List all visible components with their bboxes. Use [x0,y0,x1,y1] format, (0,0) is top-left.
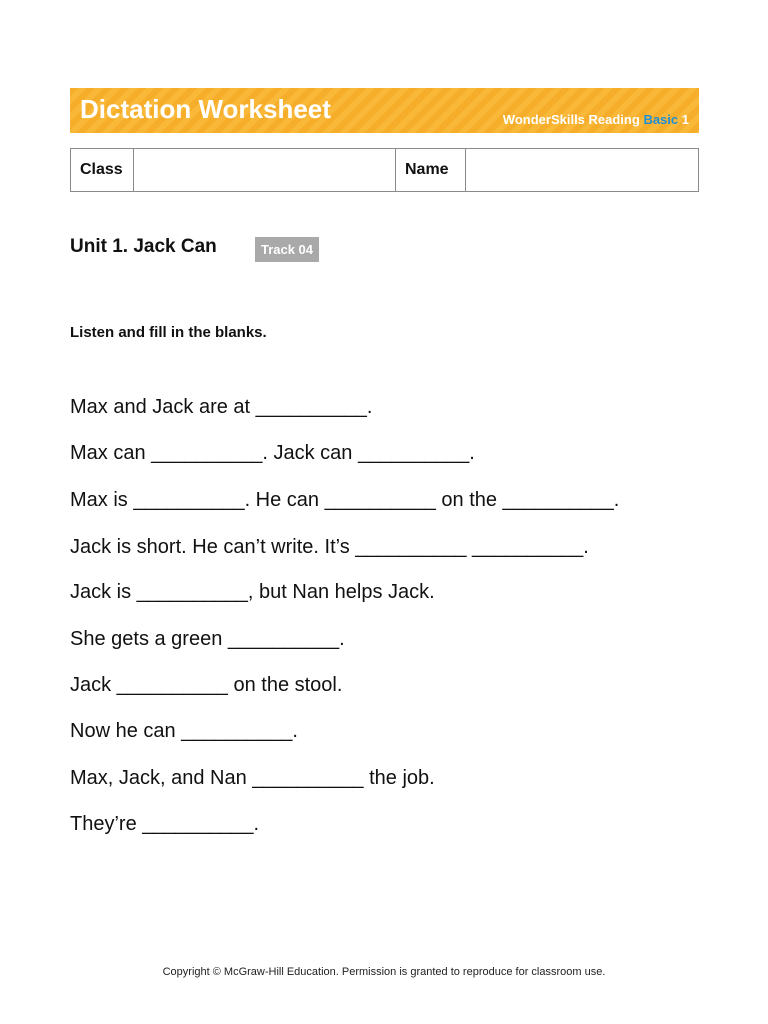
instruction-text: Listen and fill in the blanks. [70,324,267,341]
series-prefix: WonderSkills Reading [502,112,640,127]
dictation-sentence: Now he can __________. [70,720,298,742]
name-label: Name [396,149,466,192]
class-field[interactable] [134,149,396,192]
dictation-sentence: Max can __________. Jack can __________. [70,442,475,464]
dictation-sentence: Max is __________. He can __________ on the __________. [70,489,620,511]
student-info-table [70,148,699,192]
series-level: Basic [643,112,679,127]
worksheet-header-banner [70,88,699,133]
name-field[interactable] [466,149,699,192]
class-label: Class [71,149,134,192]
worksheet-title: Dictation Worksheet [80,94,331,124]
student-info-row [71,149,699,192]
dictation-sentence: She gets a green __________. [70,628,345,650]
dictation-sentence: Jack is __________, but Nan helps Jack. [70,581,435,603]
series-number: 1 [681,112,689,127]
dictation-sentence: Max, Jack, and Nan __________ the job. [70,767,435,789]
dictation-sentence: Jack is short. He can’t write. It’s __________ __________. [70,536,589,558]
series-label [503,112,689,127]
dictation-sentence: Max and Jack are at __________. [70,396,373,418]
dictation-sentence: Jack __________ on the stool. [70,674,343,696]
unit-title: Unit 1. Jack Can [70,236,217,257]
copyright-footer: Copyright © McGraw-Hill Education. Permission is granted to reproduce for classroom use. [162,966,606,978]
track-badge: Track 04 [255,237,319,262]
dictation-sentence: They’re __________. [70,813,260,835]
